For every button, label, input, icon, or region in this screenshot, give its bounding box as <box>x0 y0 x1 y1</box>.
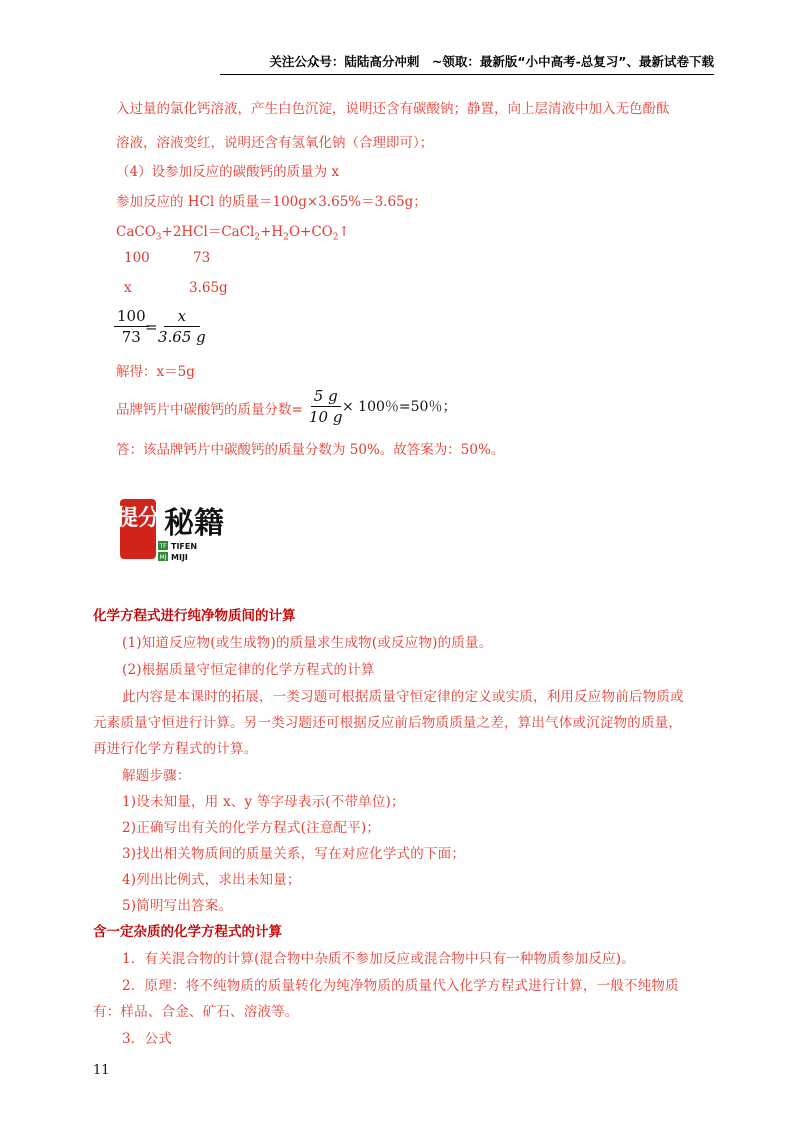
steps-title: 解题步骤： <box>122 768 191 784</box>
proportion-equals: = <box>145 318 158 336</box>
step-item: 2)正确写出有关的化学方程式(注意配平)； <box>122 820 381 836</box>
section1-p3c: 再进行化学方程式的计算。 <box>93 741 258 757</box>
page-header: 关注公众号：陆陆高分冲刺 ~领取：最新版“小中高考-总复习”、最新试卷下载 <box>220 52 714 75</box>
step-item: 5)简明写出答案。 <box>122 898 233 914</box>
ratio-100: 100 <box>124 250 150 266</box>
section2-p1: 1．有关混合物的计算(混合物中杂质不参加反应或混合物中只有一种物质参加反应)。 <box>122 951 635 967</box>
section2-p3: 3．公式 <box>122 1031 172 1047</box>
mass-fraction: $\frac{5 g}{10 g}$ <box>309 387 343 426</box>
answer-line-4: 参加反应的 HCl 的质量＝100g×3.65%＝3.65g； <box>116 194 427 210</box>
answer-line-1: 入过量的氯化钙溶液，产生白色沉淀，说明还含有碳酸钠；静置，向上层清液中加入无色酚酞 <box>116 101 670 117</box>
solve-line: 解得：x＝5g <box>116 364 195 380</box>
ratio-3.65g: 3.65g <box>189 280 228 296</box>
step-item: 4)列出比例式，求出未知量； <box>122 872 301 888</box>
chemical-equation: $CaCO_3+2HCl=CaCl_2+H_2O+CO_2↑$ <box>116 224 350 243</box>
logo-badge-tf: TF <box>159 543 167 550</box>
page-number: 11 <box>93 1063 110 1078</box>
conclusion-line: 答：该品牌钙片中碳酸钙的质量分数为 50%。故答案为：50%。 <box>116 442 505 458</box>
ratio-73: 73 <box>193 250 211 266</box>
section-title-impure: 含一定杂质的化学方程式的计算 <box>93 924 282 940</box>
answer-line-3: （4）设参加反应的碳酸钙的质量为 x <box>116 164 339 180</box>
logo-badge-mj: MJ <box>159 554 167 561</box>
answer-line-2: 溶液，溶液变红，说明还含有氢氧化钠（合理即可）； <box>116 135 434 151</box>
logo-en-tifen: TIFEN <box>171 542 198 551</box>
section1-p3b: 元素质量守恒进行计算。另一类习题还可根据反应前后物质质量之差，算出气体或沉淀物的质量， <box>93 715 683 731</box>
tifen-miji-logo <box>118 497 243 565</box>
step-item: 3)找出相关物质间的质量关系，写在对应化学式的下面； <box>122 846 466 862</box>
logo-char-ti: 提分 <box>118 505 161 531</box>
step-item: 1)设未知量，用 x、y 等字母表示(不带单位)； <box>122 794 405 810</box>
section2-p2b: 有：样品、合金、矿石、溶液等。 <box>93 1004 299 1020</box>
proportion-left-fraction: $\frac{100}{73}$ <box>114 307 149 346</box>
section1-p1: (1)知道反应物(或生成物)的质量求生成物(或反应物)的质量。 <box>122 635 493 651</box>
section1-p2: (2)根据质量守恒定律的化学方程式的计算 <box>122 662 375 678</box>
proportion-right-fraction: $\frac{x}{3.65 g}$ <box>158 307 206 346</box>
mass-fraction-result: × 100％=50％； <box>342 399 457 415</box>
mass-fraction-label: 品牌钙片中碳酸钙的质量分数= <box>116 402 303 418</box>
logo-en-miji: MIJI <box>171 553 188 562</box>
section2-p2a: 2．原理：将不纯物质的质量转化为纯净物质的质量代入化学方程式进行计算，一般不纯物质 <box>122 978 679 994</box>
section-title-pure: 化学方程式进行纯净物质间的计算 <box>93 608 296 624</box>
ratio-x: x <box>124 280 132 296</box>
logo-title: 秘籍 <box>164 506 224 541</box>
section1-p3a: 此内容是本课时的拓展，一类习题可根据质量守恒定律的定义或实质，利用反应物前后物质或 <box>122 689 684 705</box>
